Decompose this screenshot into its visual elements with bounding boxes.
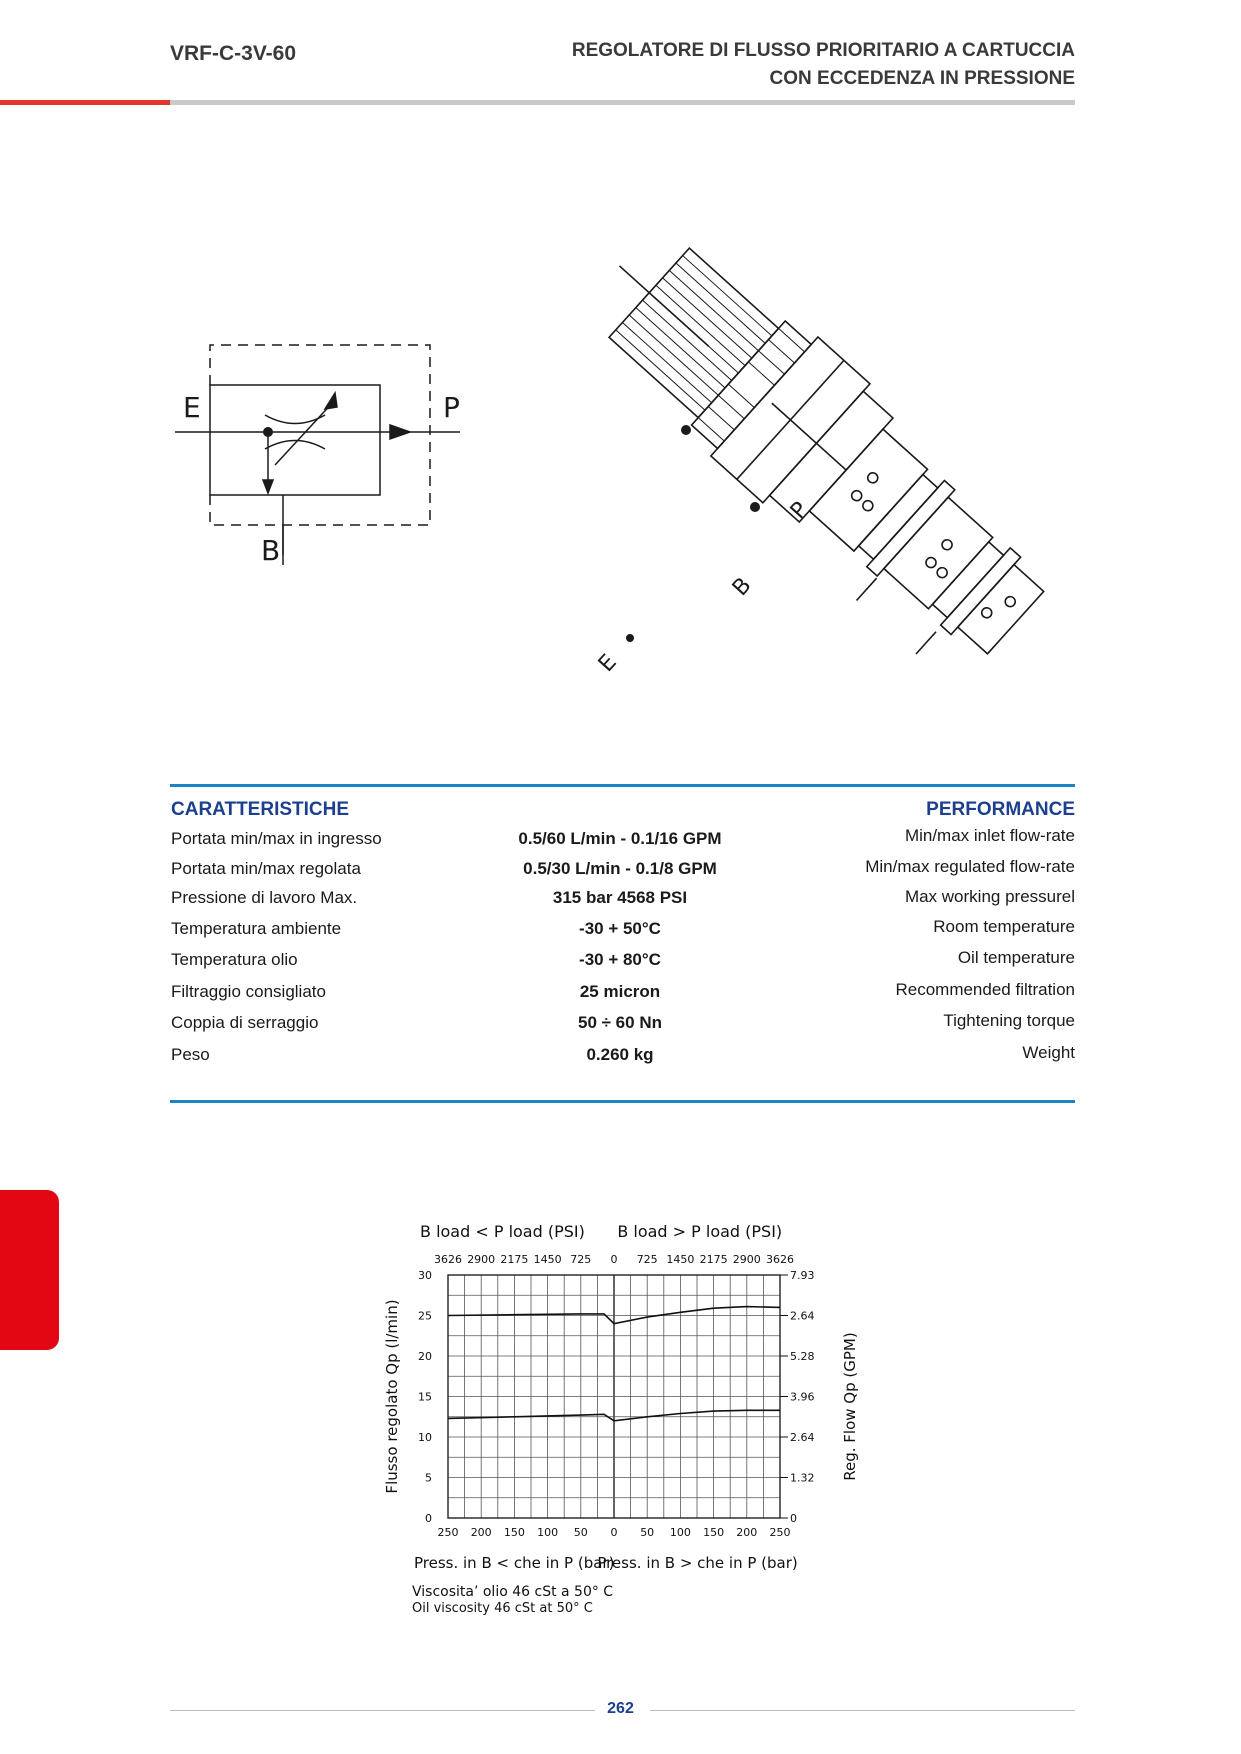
spec-label-it: Temperatura ambiente xyxy=(171,919,342,938)
chart-ylabel-left: Flusso regolato Qp (l/min) xyxy=(383,1299,401,1494)
x-tick-label-top: 2175 xyxy=(699,1253,728,1266)
y-tick-label-right: 2.64 xyxy=(790,1431,815,1444)
spec-value: -30 + 80°C xyxy=(579,950,661,969)
spec-label-it: Peso xyxy=(171,1045,210,1064)
x-tick-label-top: 1450 xyxy=(533,1253,562,1266)
y-tick-label-right: 5.28 xyxy=(790,1350,815,1363)
page-number: 262 xyxy=(607,1700,634,1717)
y-tick-label-left: 0 xyxy=(425,1512,432,1525)
x-tick-label-bottom: 200 xyxy=(736,1526,758,1539)
header-accent-rule xyxy=(0,100,170,105)
y-tick-label-right: 2.64 xyxy=(790,1309,815,1323)
x-tick-label-top: 3626 xyxy=(766,1253,794,1266)
chart-bottom-left-label: Press. in B < che in P (bar) xyxy=(414,1554,615,1572)
spec-label-en: Weight xyxy=(1022,1043,1075,1062)
x-tick-label-top: 2175 xyxy=(500,1253,529,1266)
table-top-rule xyxy=(170,784,1075,787)
spec-label-it: Pressione di lavoro Max. xyxy=(171,888,358,907)
product-code: VRF-C-3V-60 xyxy=(170,42,297,65)
y-tick-label-left: 5 xyxy=(425,1471,432,1485)
x-tick-label-bottom: 150 xyxy=(503,1526,525,1539)
table-bottom-rule xyxy=(170,1100,1075,1103)
spec-label-it: Coppia di serraggio xyxy=(171,1013,319,1032)
x-tick-label-top: 2900 xyxy=(467,1253,496,1266)
spec-label-en: Oil temperature xyxy=(957,948,1075,967)
port-p-label: P xyxy=(443,391,460,424)
page-title-line1: REGOLATORE DI FLUSSO PRIORITARIO A CARTUCCIA xyxy=(571,40,1075,61)
specs-heading-it: CARATTERISTICHE xyxy=(171,799,350,820)
x-tick-label-top: 0 xyxy=(610,1253,618,1266)
header-rule xyxy=(170,100,1075,105)
y-tick-label-left: 30 xyxy=(418,1269,432,1282)
cartridge-port-p: P xyxy=(785,497,814,525)
spec-value: 315 bar 4568 PSI xyxy=(552,888,688,907)
y-tick-label-right: 3.96 xyxy=(790,1390,815,1404)
page-title-line2: CON ECCEDENZA IN PRESSIONE xyxy=(769,68,1075,89)
x-tick-label-bottom: 200 xyxy=(470,1526,492,1539)
hydraulic-symbol xyxy=(165,335,475,575)
x-tick-label-bottom: 100 xyxy=(669,1526,691,1539)
chart-top-left-label: B load < P load (PSI) xyxy=(420,1222,585,1241)
section-side-tab xyxy=(0,1190,59,1350)
spec-label-en: Room temperature xyxy=(933,917,1075,936)
x-tick-label-top: 2900 xyxy=(732,1253,761,1266)
x-tick-label-top: 725 xyxy=(636,1253,658,1266)
spec-label-en: Tightening torque xyxy=(943,1011,1075,1030)
flow-chart xyxy=(370,1210,870,1630)
spec-value: 0.260 kg xyxy=(586,1045,654,1064)
specs-heading-en: PERFORMANCE xyxy=(926,799,1075,820)
y-tick-label-right: 7.93 xyxy=(790,1269,815,1282)
y-tick-label-left: 25 xyxy=(418,1309,432,1323)
spec-value: 25 micron xyxy=(579,982,661,1001)
spec-label-it: Portata min/max in ingresso xyxy=(171,829,382,848)
x-tick-label-bottom: 150 xyxy=(703,1526,725,1539)
chart-note-it: Viscosita’ olio 46 cSt a 50° C xyxy=(412,1584,614,1600)
spec-label-en: Min/max inlet flow-rate xyxy=(904,826,1075,845)
chart-note-en: Oil viscosity 46 cSt at 50° C xyxy=(412,1601,593,1616)
spec-label-it: Portata min/max regolata xyxy=(171,859,361,878)
x-tick-label-bottom: 0 xyxy=(610,1526,618,1539)
x-tick-label-top: 725 xyxy=(570,1253,592,1266)
y-tick-label-left: 10 xyxy=(418,1431,432,1444)
cartridge-port-b: B xyxy=(727,573,757,602)
spec-value: 0.5/30 L/min - 0.1/8 GPM xyxy=(523,859,717,878)
cartridge-port-e: E xyxy=(593,649,622,678)
spec-value: -30 + 50°C xyxy=(579,919,661,938)
port-e-label: E xyxy=(183,391,201,424)
x-tick-label-bottom: 50 xyxy=(573,1526,588,1539)
spec-label-en: Recommended filtration xyxy=(895,980,1075,999)
chart-bottom-right-label: Press. in B > che in P (bar) xyxy=(597,1554,798,1572)
y-tick-label-left: 15 xyxy=(418,1390,432,1404)
spec-label-it: Filtraggio consigliato xyxy=(171,982,326,1001)
cartridge-drawing xyxy=(590,225,1080,695)
y-tick-label-right: 1.32 xyxy=(790,1471,815,1485)
chart-top-right-label: B load > P load (PSI) xyxy=(617,1222,783,1241)
y-tick-label-left: 20 xyxy=(418,1350,432,1363)
spec-label-en: Min/max regulated flow-rate xyxy=(865,857,1075,876)
x-tick-label-bottom: 250 xyxy=(769,1526,791,1539)
spec-label-it: Temperatura olio xyxy=(171,950,298,969)
spec-value: 0.5/60 L/min - 0.1/16 GPM xyxy=(518,829,722,848)
y-tick-label-right: 0 xyxy=(790,1512,797,1525)
spec-label-en: Max working pressurel xyxy=(904,887,1075,906)
x-tick-label-bottom: 50 xyxy=(640,1526,655,1539)
spec-value: 50 ÷ 60 Nn xyxy=(578,1013,662,1032)
x-tick-label-top: 3626 xyxy=(434,1253,462,1266)
x-tick-label-top: 1450 xyxy=(666,1253,695,1266)
chart-ylabel-right: Reg. Flow Qp (GPM) xyxy=(841,1332,859,1481)
x-tick-label-bottom: 100 xyxy=(537,1526,559,1539)
port-b-label: B xyxy=(261,534,281,567)
x-tick-label-bottom: 250 xyxy=(437,1526,459,1539)
